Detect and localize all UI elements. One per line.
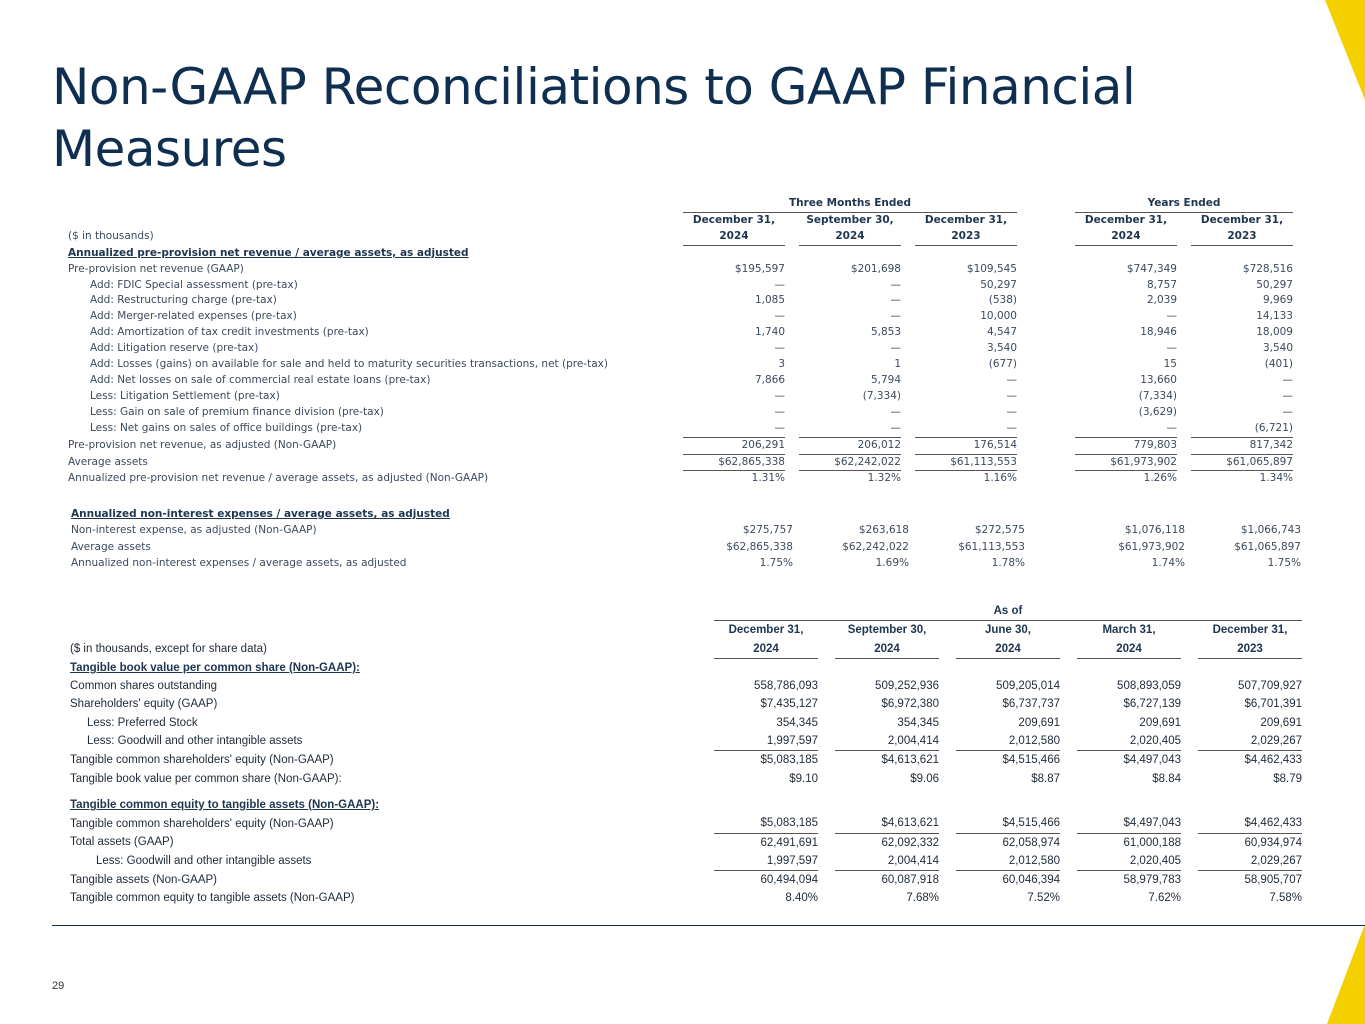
row-label: Tangible common equity to tangible assets (Non-GAAP) — [70, 892, 355, 905]
table-row — [68, 471, 1293, 487]
cell-value: 15 — [1163, 358, 1177, 371]
table-row — [68, 325, 1293, 341]
group-header-as-of: As of — [714, 602, 1302, 621]
cell-value: — — [1006, 373, 1017, 386]
cell-value: $4,515,466 — [1002, 817, 1060, 830]
table-row — [70, 889, 1302, 907]
table-row — [70, 833, 1302, 852]
unit-label: ($ in thousands, except for share data) — [70, 642, 267, 655]
table-row — [71, 555, 1301, 571]
cell-value: — — [1166, 421, 1177, 434]
cell-value: 2,004,414 — [887, 735, 939, 748]
row-label: Tangible book value per common share (Non-GAAP): — [70, 772, 342, 785]
cell-value: 60,046,394 — [956, 871, 1060, 890]
col-year: 2023 — [1198, 640, 1302, 659]
table-row — [70, 732, 1302, 751]
cell-value: — — [1006, 405, 1017, 418]
table-row — [68, 309, 1293, 325]
cell-value: 60,934,974 — [1198, 833, 1302, 852]
cell-value: 62,491,691 — [714, 833, 818, 852]
row-label: Tangible common shareholders' equity (Non-GAAP) — [70, 754, 334, 767]
cell-value: 2,029,267 — [1250, 735, 1302, 748]
cell-value: $195,597 — [734, 262, 785, 275]
cell-value: 1.16% — [915, 471, 1017, 487]
cell-value: 7,866 — [754, 373, 785, 386]
cell-value: $61,065,897 — [1234, 540, 1301, 553]
col-year: 2023 — [915, 229, 1017, 245]
cell-value: $109,545 — [966, 262, 1017, 275]
cell-value: (677) — [988, 358, 1017, 371]
cell-value: $61,113,553 — [915, 454, 1017, 471]
col-year: 2024 — [1075, 229, 1177, 245]
cell-value: 62,058,974 — [956, 833, 1060, 852]
row-label: Add: Litigation reserve (pre-tax) — [90, 342, 259, 355]
cell-value: 3 — [778, 358, 785, 371]
table-row — [70, 695, 1302, 713]
table-row — [68, 262, 1293, 278]
cell-value: 1.74% — [1151, 556, 1185, 569]
table-row — [70, 714, 1302, 732]
cell-value: 2,012,580 — [1008, 735, 1060, 748]
cell-value: 50,297 — [980, 278, 1017, 291]
cell-value: 5,853 — [870, 326, 901, 339]
col-year: 2023 — [1191, 229, 1293, 245]
cell-value: (401) — [1264, 358, 1293, 371]
cell-value: 354,345 — [776, 716, 818, 729]
cell-value: $4,613,621 — [881, 817, 939, 830]
table-row — [68, 373, 1293, 389]
cell-value: — — [890, 310, 901, 323]
row-label: Less: Goodwill and other intangible assets — [87, 735, 303, 748]
cell-value: — — [774, 405, 785, 418]
cell-value: $62,865,338 — [683, 454, 785, 471]
cell-value: $8.79 — [1273, 772, 1302, 785]
cell-value: $275,757 — [742, 524, 793, 537]
cell-value: — — [1282, 389, 1293, 402]
accent-triangle-top — [1325, 0, 1365, 100]
cell-value: $728,516 — [1242, 262, 1293, 275]
table-row — [68, 293, 1293, 309]
non-interest-expense-table — [71, 506, 1301, 571]
col-month: June 30, — [984, 624, 1032, 637]
cell-value: 8.40% — [785, 892, 818, 905]
row-label: Pre-provision net revenue (GAAP) — [68, 262, 244, 275]
cell-value: $272,575 — [974, 524, 1025, 537]
col-year: 2024 — [683, 229, 785, 245]
table-row — [68, 357, 1293, 373]
cell-value: — — [890, 294, 901, 307]
row-label: Less: Goodwill and other intangible assets — [96, 855, 312, 868]
table-row — [68, 454, 1293, 471]
cell-value: 10,000 — [980, 310, 1017, 323]
table-row — [71, 522, 1301, 538]
cell-value: 209,691 — [1018, 716, 1060, 729]
row-label: Tangible common shareholders' equity (Non-GAAP) — [70, 817, 334, 830]
cell-value: 2,020,405 — [1129, 854, 1181, 867]
row-label: Add: Net losses on sale of commercial real estate loans (pre-tax) — [90, 373, 431, 386]
cell-value: 2,029,267 — [1250, 854, 1302, 867]
cell-value: $1,076,118 — [1124, 524, 1185, 537]
table-row — [68, 405, 1293, 421]
cell-value: $4,515,466 — [956, 751, 1060, 770]
cell-value: — — [774, 342, 785, 355]
cell-value: $263,618 — [858, 524, 909, 537]
cell-value: $4,613,621 — [835, 751, 939, 770]
cell-value: $7,435,127 — [760, 698, 818, 711]
table-row — [68, 437, 1293, 454]
section-title: Annualized non-interest expenses / average assets, as adjusted — [71, 508, 450, 520]
cell-value: $6,972,380 — [881, 698, 939, 711]
cell-value: 9,969 — [1262, 294, 1293, 307]
cell-value: $6,727,139 — [1123, 698, 1181, 711]
cell-value: 60,494,094 — [714, 871, 818, 890]
cell-value: $4,497,043 — [1077, 751, 1181, 770]
row-label: Add: FDIC Special assessment (pre-tax) — [90, 278, 298, 291]
cell-value: (6,721) — [1254, 421, 1293, 434]
row-label: Less: Gain on sale of premium finance division (pre-tax) — [90, 405, 384, 418]
row-label: Average assets — [71, 540, 151, 553]
cell-value: 176,514 — [915, 437, 1017, 454]
cell-value: 354,345 — [897, 716, 939, 729]
cell-value: 7.52% — [1027, 892, 1060, 905]
cell-value: $62,242,022 — [842, 540, 909, 553]
cell-value: 3,540 — [1262, 342, 1293, 355]
cell-value: — — [1006, 421, 1017, 434]
cell-value: 5,794 — [870, 373, 901, 386]
row-label: Less: Net gains on sales of office buildings (pre-tax) — [90, 421, 363, 434]
row-label: Annualized non-interest expenses / average assets, as adjusted — [71, 556, 407, 569]
cell-value: $61,973,902 — [1118, 540, 1185, 553]
col-year: 2024 — [956, 640, 1060, 659]
row-label: Add: Amortization of tax credit investments (pre-tax) — [90, 326, 369, 339]
cell-value: — — [890, 405, 901, 418]
cell-value: 558,786,093 — [754, 680, 818, 693]
cell-value: 2,039 — [1146, 294, 1177, 307]
cell-value: 13,660 — [1140, 373, 1177, 386]
table-row — [68, 278, 1293, 294]
cell-value: 1,997,597 — [766, 854, 818, 867]
page-number: 29 — [52, 980, 65, 992]
cell-value: 1.32% — [799, 471, 901, 487]
col-year: 2024 — [714, 640, 818, 659]
cell-value: — — [1282, 373, 1293, 386]
cell-value: — — [890, 278, 901, 291]
table-row — [70, 814, 1302, 833]
cell-value: (7,334) — [1138, 389, 1177, 402]
col-month: December 31, — [728, 624, 804, 637]
cell-value: 2,004,414 — [887, 854, 939, 867]
cell-value: 18,009 — [1256, 326, 1293, 339]
cell-value: 1.34% — [1191, 471, 1293, 487]
cell-value: 509,205,014 — [996, 680, 1060, 693]
cell-value: $4,497,043 — [1123, 817, 1181, 830]
cell-value: $8.84 — [1152, 772, 1181, 785]
row-label: Add: Merger-related expenses (pre-tax) — [90, 310, 297, 323]
table-row — [68, 341, 1293, 357]
cell-value: $61,065,897 — [1191, 454, 1293, 471]
cell-value: 7.62% — [1148, 892, 1181, 905]
cell-value: $61,973,902 — [1075, 454, 1177, 471]
cell-value: $9.06 — [910, 772, 939, 785]
table-row — [71, 539, 1301, 555]
col-month: December 31, — [692, 213, 776, 226]
accent-triangle-bottom — [1327, 924, 1365, 1024]
cell-value: 1,997,597 — [766, 735, 818, 748]
cell-value: $201,698 — [850, 262, 901, 275]
cell-value: 779,803 — [1075, 437, 1177, 454]
cell-value: 62,092,332 — [835, 833, 939, 852]
cell-value: — — [774, 310, 785, 323]
col-month: September 30, — [806, 213, 894, 226]
table-row — [70, 852, 1302, 871]
cell-value: — — [1282, 405, 1293, 418]
cell-value: 4,547 — [986, 326, 1017, 339]
table-row — [70, 751, 1302, 770]
cell-value: 206,012 — [799, 437, 901, 454]
row-label: Add: Losses (gains) on available for sale and held to maturity securities transactions, net (pre-tax) — [90, 358, 608, 371]
row-label: Less: Preferred Stock — [87, 716, 198, 729]
cell-value: — — [774, 389, 785, 402]
cell-value: 1,085 — [754, 294, 785, 307]
row-label: Annualized pre-provision net revenue / average assets, as adjusted (Non-GAAP) — [68, 472, 489, 485]
cell-value: 1.31% — [683, 471, 785, 487]
cell-value: — — [1166, 342, 1177, 355]
cell-value: $8.87 — [1031, 772, 1060, 785]
cell-value: 8,757 — [1146, 278, 1177, 291]
col-year: 2024 — [1077, 640, 1181, 659]
cell-value: 209,691 — [1260, 716, 1302, 729]
cell-value: 209,691 — [1139, 716, 1181, 729]
cell-value: — — [890, 421, 901, 434]
col-month: December 31, — [1084, 213, 1168, 226]
group-header-years: Years Ended — [1075, 196, 1293, 212]
col-month: December 31, — [924, 213, 1008, 226]
footer-divider — [52, 925, 1365, 926]
table-row — [68, 389, 1293, 405]
table-row — [68, 421, 1293, 437]
cell-value: $5,083,185 — [760, 817, 818, 830]
row-label: Pre-provision net revenue, as adjusted (Non-GAAP) — [68, 438, 337, 451]
cell-value: — — [774, 421, 785, 434]
row-label: Common shares outstanding — [70, 680, 218, 693]
cell-value: 817,342 — [1191, 437, 1293, 454]
section-title: Tangible common equity to tangible assets (Non-GAAP): — [70, 798, 380, 811]
col-month: December 31, — [1212, 624, 1288, 637]
row-label: Non-interest expense, as adjusted (Non-GAAP) — [71, 524, 317, 537]
section-title: Tangible book value per common share (Non-GAAP): — [70, 661, 360, 674]
cell-value: 1.78% — [991, 556, 1025, 569]
cell-value: $61,113,553 — [958, 540, 1025, 553]
cell-value: 3,540 — [986, 342, 1017, 355]
cell-value: 2,012,580 — [1008, 854, 1060, 867]
cell-value: 1.75% — [1267, 556, 1301, 569]
cell-value: 18,946 — [1140, 326, 1177, 339]
cell-value: 60,087,918 — [835, 871, 939, 890]
cell-value: 1.75% — [759, 556, 793, 569]
cell-value: $4,462,433 — [1198, 751, 1302, 770]
cell-value: 7.58% — [1269, 892, 1302, 905]
cell-value: 507,709,927 — [1238, 680, 1302, 693]
cell-value: 14,133 — [1256, 310, 1293, 323]
col-month: September 30, — [847, 624, 927, 637]
row-label: Tangible assets (Non-GAAP) — [70, 873, 218, 886]
cell-value: — — [890, 342, 901, 355]
cell-value: $5,083,185 — [714, 751, 818, 770]
cell-value: $6,701,391 — [1244, 698, 1302, 711]
cell-value: 509,252,936 — [875, 680, 939, 693]
cell-value: — — [1006, 389, 1017, 402]
cell-value: $4,462,433 — [1244, 817, 1302, 830]
unit-label: ($ in thousands) — [68, 230, 154, 243]
pre-provision-table — [68, 196, 1293, 487]
row-label: Add: Restructuring charge (pre-tax) — [90, 294, 277, 307]
cell-value: $747,349 — [1126, 262, 1177, 275]
cell-value: — — [1166, 310, 1177, 323]
cell-value: 2,020,405 — [1129, 735, 1181, 748]
cell-value: 61,000,188 — [1077, 833, 1181, 852]
table-row — [70, 770, 1302, 788]
section-title: Annualized pre-provision net revenue / average assets, as adjusted — [68, 246, 469, 259]
cell-value: (7,334) — [862, 389, 901, 402]
col-month: March 31, — [1102, 624, 1156, 637]
table-row — [70, 677, 1302, 695]
table-row — [70, 871, 1302, 890]
cell-value: $6,737,737 — [1002, 698, 1060, 711]
cell-value: 58,979,783 — [1077, 871, 1181, 890]
col-year: 2024 — [835, 640, 939, 659]
cell-value: 1 — [894, 358, 901, 371]
row-label: Shareholders' equity (GAAP) — [70, 698, 218, 711]
row-label: Less: Litigation Settlement (pre-tax) — [90, 389, 280, 402]
col-month: December 31, — [1200, 213, 1284, 226]
cell-value: $62,865,338 — [726, 540, 793, 553]
cell-value: 58,905,707 — [1198, 871, 1302, 890]
cell-value: 1.26% — [1075, 471, 1177, 487]
group-header-three-months: Three Months Ended — [683, 196, 1017, 212]
row-label: Total assets (GAAP) — [70, 836, 174, 849]
cell-value: 1.69% — [875, 556, 909, 569]
cell-value: (538) — [988, 294, 1017, 307]
tangible-book-value-table — [70, 602, 1302, 908]
col-year: 2024 — [799, 229, 901, 245]
cell-value: — — [774, 278, 785, 291]
cell-value: 206,291 — [683, 437, 785, 454]
cell-value: (3,629) — [1138, 405, 1177, 418]
page-title: Non-GAAP Reconciliations to GAAP Financial Measures — [52, 58, 1136, 178]
cell-value: 7.68% — [906, 892, 939, 905]
cell-value: 50,297 — [1256, 278, 1293, 291]
cell-value: 1,740 — [754, 326, 785, 339]
cell-value: $1,066,743 — [1240, 524, 1301, 537]
cell-value: 508,893,059 — [1117, 680, 1181, 693]
cell-value: $9.10 — [789, 772, 818, 785]
row-label: Average assets — [68, 455, 148, 468]
cell-value: $62,242,022 — [799, 454, 901, 471]
